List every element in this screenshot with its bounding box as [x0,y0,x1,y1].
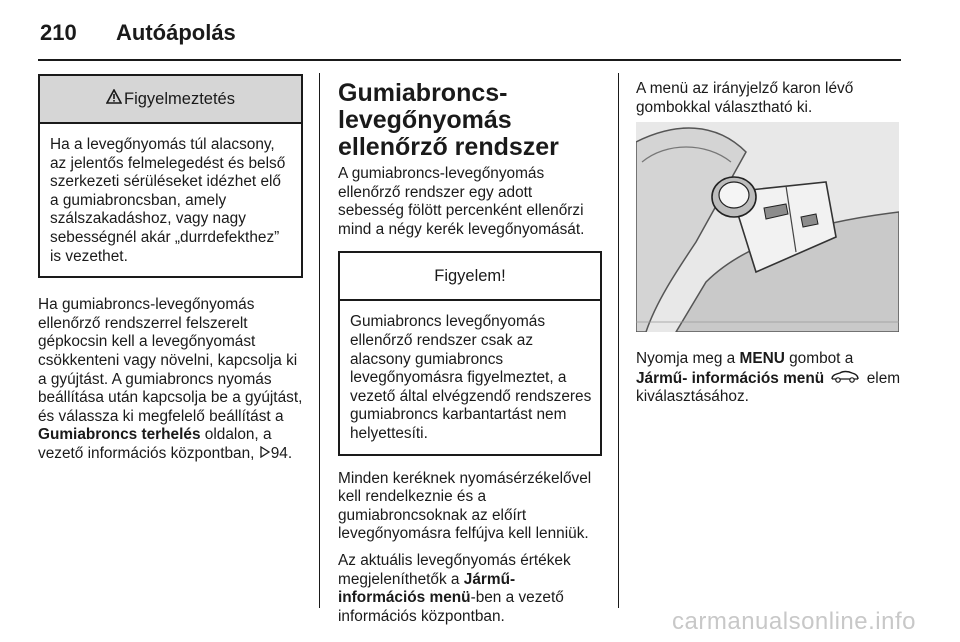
menu-paragraph: A menü az irányjelző karon lévő gombokkal választható ki. [636,80,854,116]
notice-box [338,251,602,455]
column-divider-2 [618,73,619,608]
warning-triangle-icon [106,89,122,109]
values-paragraph [338,552,602,626]
values-text-b: -ben a vezető információs központban. [338,589,564,625]
vehicle-info-menu-item-label: Jármű- információs menü [636,369,825,387]
left-column [38,74,303,472]
page-reference[interactable]: 94. [270,444,293,462]
page-number: 210 [40,20,77,45]
tire-load-label: Gumiabroncs terhelés [38,426,201,444]
values-text-a: Az aktuális levegőnyomás értékek megjeleníthetők a [338,551,571,588]
warning-title: Figyelmeztetés [124,89,235,108]
notice-text: Gumiabroncs levegőnyomás ellenőrző rendszer csak az alacsony gumiabroncs levegőnyomásra figyelmeztet, a vezető által elvégzendő rendszeres gumiabroncs karbantartást nem helyettesíti. [350,313,592,442]
left-paragraph-text-b: oldalon, a vezető információs központban, [38,426,272,462]
reference-arrow-icon [260,445,270,464]
left-paragraph [38,296,303,463]
notice-title: Figyelem! [434,267,506,286]
menu-button-label: MENU [739,350,785,367]
left-paragraph-text-a: Ha gumiabroncs-levegőnyomás ellenőrző rendszerrel felszerelt gépkocsin kell a levegőnyomást csökkenteni vagy növelni, kapcsolja ki a gyújtást. A gumiabroncs nyomás beállítása után kapcsolja be a gyújtást, és válassza ki megfelelő beállítást a [38,296,303,425]
menu-instruction-text-a: Nyomja meg a [636,350,736,367]
right-column [636,80,901,125]
middle-column [338,80,602,634]
vehicle-info-menu-label: Jármű-információs menü [338,570,516,607]
menu-instruction-text-c: elem kiválasztásához. [636,369,901,406]
section-title: Autóápolás [116,20,236,45]
intro-paragraph: A gumiabroncs-levegőnyomás ellenőrző rendszer egy adott sebesség fölött percenként ellenőrzi mind a négy kerék levegőnyomását. [338,165,585,238]
warning-text: Ha a levegőnyomás túl alacsony, az jelentős felmelegedést és belső szerkezeti sérüléseket idézhet elő a gumiabroncsban, amely szálszakadáshoz, vagy nagy sebességnél akár „durrdefekthez” is vezethet. [50,136,286,265]
section-heading: Gumiabroncs-levegőnyomás ellenőrző rendszer [338,79,559,161]
menu-instruction [636,350,901,415]
notice-header [340,253,600,301]
car-icon [830,369,860,389]
sensor-paragraph: Minden keréknek nyomásérzékelővel kell rendelkeznie és a gumiabroncsoknak az előírt levegőnyomásra felfújva kell lenniük. [338,469,592,543]
menu-instruction-paragraph [636,350,901,407]
turn-signal-stalk-illustration [636,122,899,332]
header-rule [38,59,901,61]
column-divider-1 [319,73,320,608]
warning-box [38,74,303,278]
menu-instruction-text-b: gombot a [789,350,854,367]
watermark: carmanualsonline.info [672,608,916,635]
warning-header [40,76,301,124]
